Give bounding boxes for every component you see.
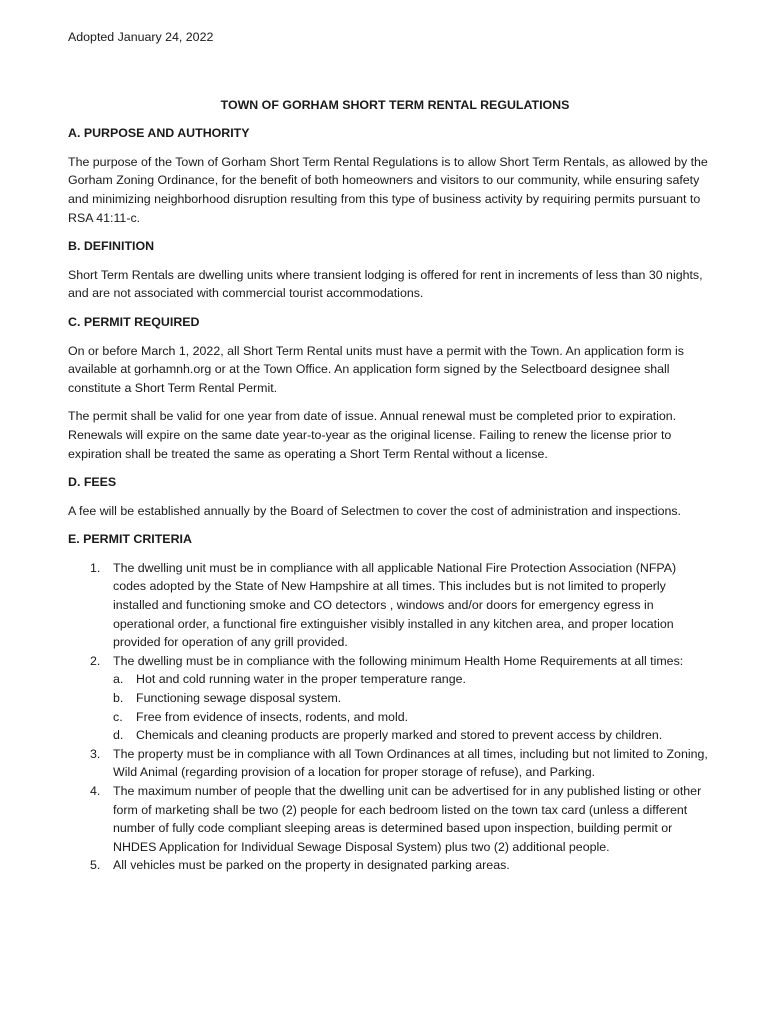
criteria-item-1 [68, 559, 708, 652]
list-item-text: Free from evidence of insects, rodents, and mold. [136, 709, 409, 724]
criteria-item-3 [68, 745, 708, 782]
purpose-paragraph: The purpose of the Town of Gorham Short Term Rental Regulations is to allow Short Term Rentals, as allowed by the Gorham Zoning Ordinance, for the benefit of both homeowners and visitors to our community, while ensuring safety and minimizing neighborhood disruption resulting from this type of business activity by requiring permits pursuant to RSA 41:11-c. [68, 154, 708, 225]
list-number: 5. [90, 858, 101, 873]
list-item-text: Chemicals and cleaning products are properly marked and stored to prevent access by children. [136, 728, 663, 743]
list-item-text: The property must be in compliance with all Town Ordinances at all times, including but not limited to Zoning, Wild Animal (regarding provision of a location for proper storage of refuse), and Parking. [113, 746, 708, 780]
section-heading-permit: C. PERMIT REQUIRED [68, 314, 200, 329]
health-requirements-list [113, 670, 708, 744]
list-letter: b. [113, 691, 124, 706]
section-heading-criteria: E. PERMIT CRITERIA [68, 532, 192, 547]
list-item-text: Hot and cold running water in the proper temperature range. [136, 672, 466, 687]
list-number: 2. [90, 653, 101, 668]
list-letter: a. [113, 672, 124, 687]
definition-paragraph: Short Term Rentals are dwelling units where transient lodging is offered for rent in increments of less than 30 nights, and are not associated with commercial tourist accommodations. [68, 267, 703, 301]
fees-paragraph: A fee will be established annually by the Board of Selectmen to cover the cost of administration and inspections. [68, 503, 682, 518]
list-item-text: The maximum number of people that the dwelling unit can be advertised for in any published listing or other form of marketing shall be two (2) people for each bedroom listed on the town tax card (unless a different number of fully code compliant sleeping areas is determined based upon inspection, building permit or NHDES Application for Individual Sewage Disposal System) plus two (2) additional people. [113, 784, 702, 854]
list-item-text: The dwelling unit must be in compliance with all applicable National Fire Protection Association (NFPA) codes adopted by the State of New Hampshire at all times. This includes but is not limited to properly installed and functioning smoke and CO detectors , windows and/or doors for emergency egress in operational order, a functional fire extinguisher visibly installed in any kitchen area, and proper location provided for operation of any grill provided. [113, 560, 677, 650]
document-page [68, 28, 708, 875]
health-item-d [113, 726, 708, 745]
section-heading-definition: B. DEFINITION [68, 239, 155, 254]
adopted-date: Adopted January 24, 2022 [68, 30, 214, 44]
list-number: 4. [90, 784, 101, 798]
list-item-text: Functioning sewage disposal system. [136, 691, 342, 706]
list-number: 3. [90, 746, 101, 761]
criteria-item-4 [68, 782, 708, 856]
health-item-b [113, 689, 708, 708]
list-item-text: All vehicles must be parked on the property in designated parking areas. [113, 858, 510, 873]
permit-paragraph-2: The permit shall be valid for one year from date of issue. Annual renewal must be completed prior to expiration. Renewals will expire on the same date year-to-year as the original license. Failing to renew the license prior to expiration shall be treated the same as operating a Short Term Rental without a license. [68, 409, 677, 461]
criteria-item-2 [68, 652, 708, 745]
permit-paragraph-1: On or before March 1, 2022, all Short Term Rental units must have a permit with the Town. An application form is available at gorhamnh.org or at the Town Office. An application form signed by the Selectboard designee shall constitute a Short Term Rental Permit. [68, 343, 684, 395]
list-letter: d. [113, 728, 124, 743]
list-letter: c. [113, 709, 123, 724]
health-item-c [113, 708, 708, 727]
section-heading-purpose: A. PURPOSE AND AUTHORITY [68, 126, 250, 141]
health-item-a [113, 670, 708, 689]
document-title: TOWN OF GORHAM SHORT TERM RENTAL REGULATIONS [220, 97, 570, 112]
criteria-item-5 [68, 856, 708, 875]
criteria-list [68, 559, 708, 875]
list-number: 1. [90, 560, 101, 575]
section-heading-fees: D. FEES [68, 475, 117, 490]
list-item-text: The dwelling must be in compliance with the following minimum Health Home Requirements at all times: [113, 653, 684, 668]
